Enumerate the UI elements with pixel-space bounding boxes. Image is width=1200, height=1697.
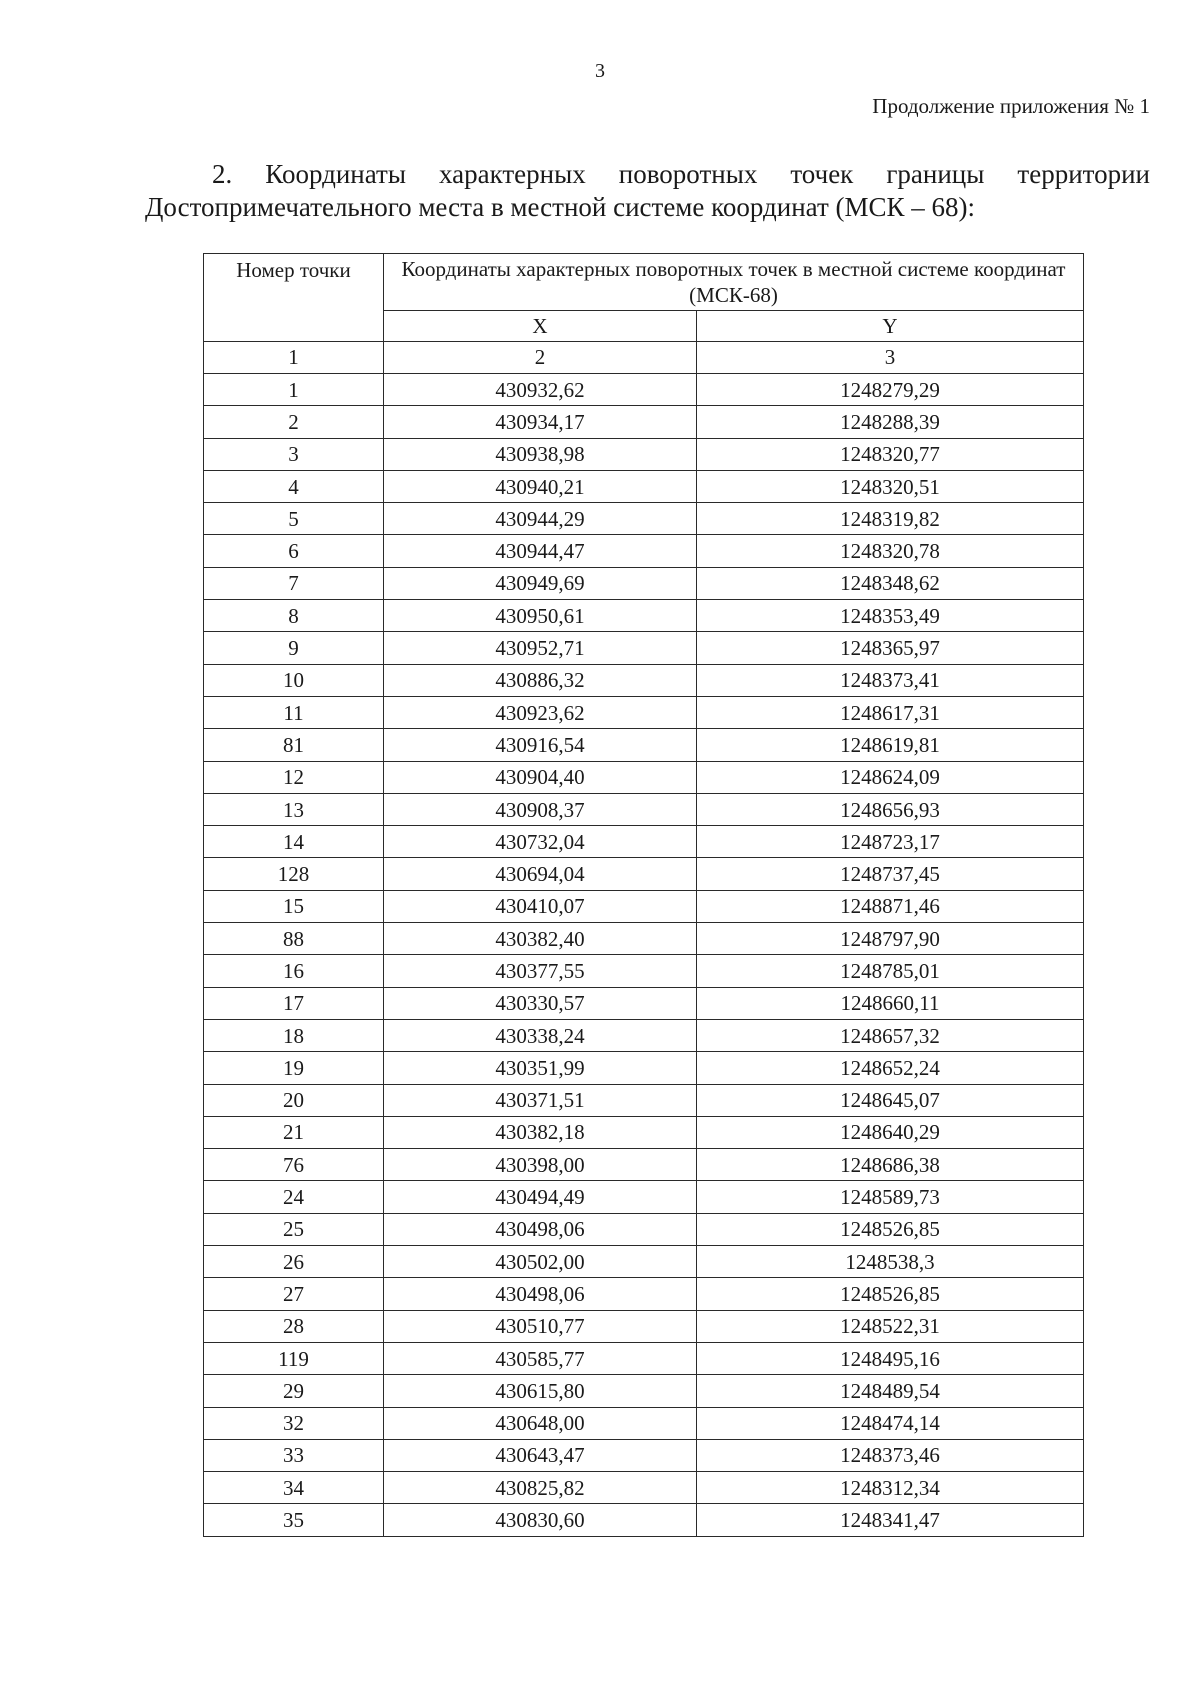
table-row <box>204 793 1084 825</box>
y-coordinate-cell: 1248320,77 <box>697 438 1084 470</box>
point-number-cell: 24 <box>204 1181 384 1213</box>
table-header-row <box>204 254 1084 311</box>
table-row <box>204 1213 1084 1245</box>
x-coordinate-cell: 430950,61 <box>384 600 697 632</box>
point-number-cell: 88 <box>204 923 384 955</box>
point-number-cell: 11 <box>204 696 384 728</box>
y-coordinate-cell: 1248624,09 <box>697 761 1084 793</box>
x-coordinate-cell: 430923,62 <box>384 696 697 728</box>
x-coordinate-cell: 430502,00 <box>384 1246 697 1278</box>
x-coordinate-cell: 430830,60 <box>384 1504 697 1536</box>
table-row <box>204 696 1084 728</box>
point-number-cell: 1 <box>204 374 384 406</box>
point-number-cell: 25 <box>204 1213 384 1245</box>
table-row <box>204 503 1084 535</box>
x-coordinate-cell: 430904,40 <box>384 761 697 793</box>
table-row <box>204 438 1084 470</box>
point-number-cell: 12 <box>204 761 384 793</box>
x-coordinate-cell: 430944,29 <box>384 503 697 535</box>
y-coordinate-cell: 1248373,41 <box>697 664 1084 696</box>
table-row <box>204 374 1084 406</box>
point-number-cell: 9 <box>204 632 384 664</box>
x-coordinate-cell: 430938,98 <box>384 438 697 470</box>
point-number-cell: 32 <box>204 1407 384 1439</box>
x-coordinate-cell: 430398,00 <box>384 1149 697 1181</box>
table-row <box>204 1116 1084 1148</box>
y-coordinate-cell: 1248656,93 <box>697 793 1084 825</box>
x-coordinate-cell: 430382,18 <box>384 1116 697 1148</box>
column-index-cell: 3 <box>697 342 1084 374</box>
x-coordinate-cell: 430615,80 <box>384 1375 697 1407</box>
x-coordinate-cell: 430732,04 <box>384 826 697 858</box>
point-number-cell: 18 <box>204 1019 384 1051</box>
y-column-header: Y <box>697 311 1084 342</box>
y-coordinate-cell: 1248312,34 <box>697 1472 1084 1504</box>
x-coordinate-cell: 430934,17 <box>384 406 697 438</box>
x-coordinate-cell: 430643,47 <box>384 1439 697 1471</box>
y-coordinate-cell: 1248373,46 <box>697 1439 1084 1471</box>
table-row <box>204 1504 1084 1536</box>
y-coordinate-cell: 1248320,78 <box>697 535 1084 567</box>
y-coordinate-cell: 1248474,14 <box>697 1407 1084 1439</box>
y-coordinate-cell: 1248279,29 <box>697 374 1084 406</box>
table-row <box>204 826 1084 858</box>
x-coordinate-cell: 430908,37 <box>384 793 697 825</box>
x-coordinate-cell: 430410,07 <box>384 890 697 922</box>
coordinates-group-header: Координаты характерных поворотных точек в местной системе координат (МСК-68) <box>384 254 1084 311</box>
point-number-header: Номер точки <box>204 254 384 342</box>
x-coordinate-cell: 430932,62 <box>384 374 697 406</box>
point-number-cell: 33 <box>204 1439 384 1471</box>
table-row <box>204 1439 1084 1471</box>
x-coordinate-cell: 430940,21 <box>384 470 697 502</box>
point-number-cell: 2 <box>204 406 384 438</box>
point-number-cell: 4 <box>204 470 384 502</box>
y-coordinate-cell: 1248538,3 <box>697 1246 1084 1278</box>
x-coordinate-cell: 430694,04 <box>384 858 697 890</box>
x-coordinate-cell: 430498,06 <box>384 1278 697 1310</box>
point-number-cell: 6 <box>204 535 384 567</box>
x-coordinate-cell: 430944,47 <box>384 535 697 567</box>
x-coordinate-cell: 430825,82 <box>384 1472 697 1504</box>
point-number-cell: 8 <box>204 600 384 632</box>
table-row <box>204 858 1084 890</box>
table-row <box>204 1407 1084 1439</box>
x-coordinate-cell: 430952,71 <box>384 632 697 664</box>
table-row <box>204 664 1084 696</box>
point-number-cell: 21 <box>204 1116 384 1148</box>
x-coordinate-cell: 430510,77 <box>384 1310 697 1342</box>
column-index-row <box>204 342 1084 374</box>
y-coordinate-cell: 1248489,54 <box>697 1375 1084 1407</box>
point-number-cell: 20 <box>204 1084 384 1116</box>
table-row <box>204 1375 1084 1407</box>
table-row <box>204 567 1084 599</box>
y-coordinate-cell: 1248737,45 <box>697 858 1084 890</box>
point-number-cell: 14 <box>204 826 384 858</box>
table-row <box>204 535 1084 567</box>
point-number-cell: 35 <box>204 1504 384 1536</box>
y-coordinate-cell: 1248871,46 <box>697 890 1084 922</box>
y-coordinate-cell: 1248645,07 <box>697 1084 1084 1116</box>
table-row <box>204 1278 1084 1310</box>
point-number-cell: 28 <box>204 1310 384 1342</box>
x-coordinate-cell: 430371,51 <box>384 1084 697 1116</box>
table-row <box>204 890 1084 922</box>
table-row <box>204 406 1084 438</box>
appendix-note: Продолжение приложения № 1 <box>872 94 1150 118</box>
point-number-cell: 119 <box>204 1342 384 1374</box>
table-row <box>204 600 1084 632</box>
point-number-cell: 76 <box>204 1149 384 1181</box>
point-number-cell: 7 <box>204 567 384 599</box>
table-row <box>204 729 1084 761</box>
heading-text: 2. Координаты характерных поворотных точек границы территории Достопримечательного места в местной системе координат (МСК – 68): <box>145 159 1150 222</box>
table-row <box>204 1084 1084 1116</box>
point-number-cell: 29 <box>204 1375 384 1407</box>
y-coordinate-cell: 1248319,82 <box>697 503 1084 535</box>
y-coordinate-cell: 1248522,31 <box>697 1310 1084 1342</box>
table-row <box>204 1246 1084 1278</box>
table-row <box>204 1310 1084 1342</box>
column-index-cell: 2 <box>384 342 697 374</box>
x-coordinate-cell: 430648,00 <box>384 1407 697 1439</box>
x-coordinate-cell: 430377,55 <box>384 955 697 987</box>
y-coordinate-cell: 1248657,32 <box>697 1019 1084 1051</box>
x-coordinate-cell: 430949,69 <box>384 567 697 599</box>
table-row <box>204 955 1084 987</box>
point-number-cell: 15 <box>204 890 384 922</box>
x-coordinate-cell: 430494,49 <box>384 1181 697 1213</box>
table-row <box>204 470 1084 502</box>
table-row <box>204 923 1084 955</box>
y-coordinate-cell: 1248320,51 <box>697 470 1084 502</box>
x-coordinate-cell: 430338,24 <box>384 1019 697 1051</box>
y-coordinate-cell: 1248341,47 <box>697 1504 1084 1536</box>
y-coordinate-cell: 1248589,73 <box>697 1181 1084 1213</box>
y-coordinate-cell: 1248348,62 <box>697 567 1084 599</box>
point-number-cell: 17 <box>204 987 384 1019</box>
y-coordinate-cell: 1248723,17 <box>697 826 1084 858</box>
y-coordinate-cell: 1248495,16 <box>697 1342 1084 1374</box>
table-row <box>204 1472 1084 1504</box>
column-index-cell: 1 <box>204 342 384 374</box>
y-coordinate-cell: 1248797,90 <box>697 923 1084 955</box>
y-coordinate-cell: 1248353,49 <box>697 600 1084 632</box>
point-number-cell: 34 <box>204 1472 384 1504</box>
point-number-cell: 26 <box>204 1246 384 1278</box>
y-coordinate-cell: 1248660,11 <box>697 987 1084 1019</box>
coordinates-table <box>203 253 1084 1537</box>
x-coordinate-cell: 430585,77 <box>384 1342 697 1374</box>
point-number-cell: 13 <box>204 793 384 825</box>
x-coordinate-cell: 430498,06 <box>384 1213 697 1245</box>
point-number-cell: 19 <box>204 1052 384 1084</box>
point-number-cell: 5 <box>204 503 384 535</box>
y-coordinate-cell: 1248365,97 <box>697 632 1084 664</box>
y-coordinate-cell: 1248619,81 <box>697 729 1084 761</box>
point-number-cell: 27 <box>204 1278 384 1310</box>
y-coordinate-cell: 1248785,01 <box>697 955 1084 987</box>
table-row <box>204 1342 1084 1374</box>
x-coordinate-cell: 430330,57 <box>384 987 697 1019</box>
point-number-cell: 3 <box>204 438 384 470</box>
point-number-cell: 128 <box>204 858 384 890</box>
y-coordinate-cell: 1248526,85 <box>697 1278 1084 1310</box>
table-row <box>204 1019 1084 1051</box>
point-number-cell: 16 <box>204 955 384 987</box>
y-coordinate-cell: 1248288,39 <box>697 406 1084 438</box>
y-coordinate-cell: 1248652,24 <box>697 1052 1084 1084</box>
y-coordinate-cell: 1248526,85 <box>697 1213 1084 1245</box>
table-row <box>204 1149 1084 1181</box>
page-number: 3 <box>595 60 605 82</box>
table-row <box>204 987 1084 1019</box>
x-coordinate-cell: 430886,32 <box>384 664 697 696</box>
y-coordinate-cell: 1248617,31 <box>697 696 1084 728</box>
section-heading <box>145 158 1150 224</box>
x-coordinate-cell: 430916,54 <box>384 729 697 761</box>
point-number-cell: 10 <box>204 664 384 696</box>
table-row <box>204 761 1084 793</box>
x-column-header: X <box>384 311 697 342</box>
table-row <box>204 1181 1084 1213</box>
y-coordinate-cell: 1248640,29 <box>697 1116 1084 1148</box>
x-coordinate-cell: 430351,99 <box>384 1052 697 1084</box>
table-row <box>204 632 1084 664</box>
table-row <box>204 1052 1084 1084</box>
point-number-cell: 81 <box>204 729 384 761</box>
y-coordinate-cell: 1248686,38 <box>697 1149 1084 1181</box>
x-coordinate-cell: 430382,40 <box>384 923 697 955</box>
